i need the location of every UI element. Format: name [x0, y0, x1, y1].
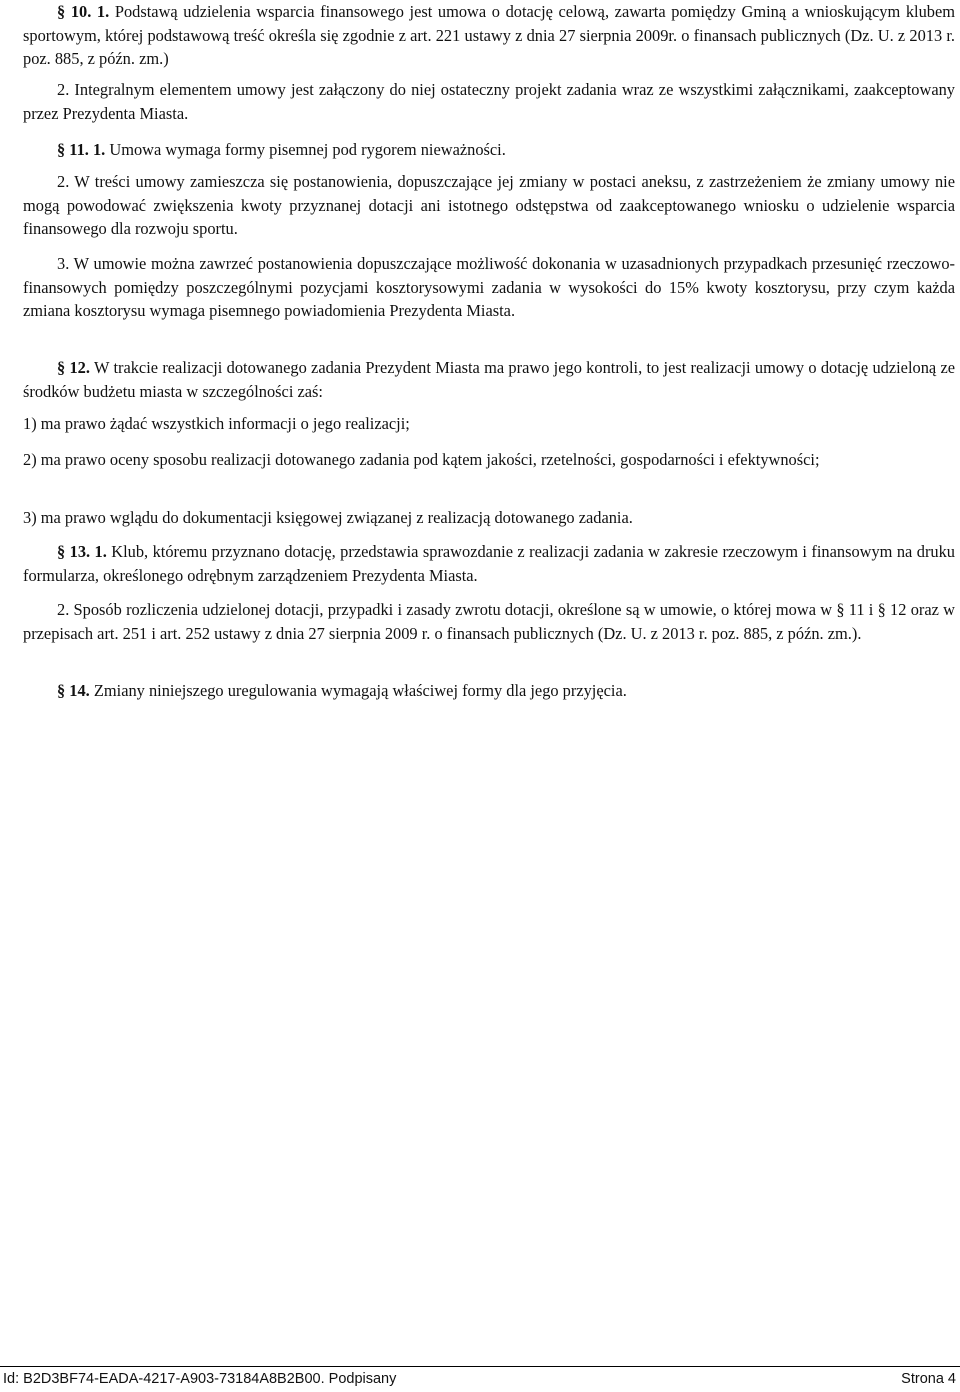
paragraph-14 — [23, 679, 955, 703]
paragraph-10-2 — [23, 78, 955, 125]
paragraph-11-2 — [23, 170, 955, 241]
paragraph-text: Podstawą udzielenia wsparcia finansowego jest umowa o dotację celową, zawarta pomiędzy Gminą a wnioskującym klubem sportowym, której podstawową treść określa się zgodnie z art. 221 ustawy z dnia 27 sierpnia 2009r. o finansach publicznych (Dz. U. z 2013 r. poz. 885, z późn. zm.) — [23, 2, 956, 68]
document-id: Id: B2D3BF74-EADA-4217-A903-73184A8B2B00. Podpisany — [3, 1371, 397, 1387]
list-item-12-2: 2) ma prawo oceny sposobu realizacji dotowanego zadania pod kątem jakości, rzetelności, gospodarności i efektywności; — [23, 450, 820, 469]
page-number: Strona 4 — [901, 1371, 956, 1387]
section-number: § 14. — [57, 681, 90, 700]
paragraph-text: W umowie można zawrzeć postanowienia dopuszczające możliwość dokonania w uzasadnionych przypadkach przesunięć rzeczowo-finansowych pomiędzy poszczególnymi pozycjami kosztorysowymi zadania w wysokości do 15% kwoty kosztorysu, przy czym każda zmiana kosztorysu wymaga pisemnego powiadomienia Prezydenta Miasta. — [23, 254, 955, 320]
page-footer — [0, 1366, 960, 1392]
list-item-12-3: 3) ma prawo wglądu do dokumentacji księgowej związanej z realizacją dotowanego zadania. — [23, 508, 633, 527]
paragraph-12 — [23, 356, 955, 403]
point-number: 2. — [57, 600, 70, 619]
paragraph-13-1 — [23, 540, 955, 587]
list-item-12-1: 1) ma prawo żądać wszystkich informacji o jego realizacji; — [23, 414, 410, 433]
paragraph-text: W treści umowy zamieszcza się postanowienia, dopuszczające jej zmiany w postaci aneksu, z zastrzeżeniem że zmiany umowy nie mogą powodować zwiększenia kwoty przyznanej dotacji ani istotnego odstępstwa od zaakceptowanego wniosku o udzielenie wsparcia finansowego dla rozwoju sportu. — [23, 172, 955, 238]
point-number: 3. — [57, 254, 70, 273]
section-number: § 10. 1. — [57, 2, 110, 21]
point-number: 2. — [57, 80, 70, 99]
paragraph-text: Integralnym elementem umowy jest załączony do niej ostateczny projekt zadania wraz ze wszystkimi załącznikami, zaakceptowany przez Prezydenta Miasta. — [23, 80, 955, 123]
paragraph-text: Sposób rozliczenia udzielonej dotacji, przypadki i zasady zwrotu dotacji, określone są w umowie, o której mowa w § 11 i § 12 oraz w przepisach art. 251 i art. 252 ustawy z dnia 27 sierpnia 2009 r. o finansach publicznych (Dz. U. z 2013 r. poz. 885, z późn. zm.). — [23, 600, 955, 643]
paragraph-11-1 — [23, 138, 955, 162]
paragraph-text: W trakcie realizacji dotowanego zadania Prezydent Miasta ma prawo jego kontroli, to jest realizacji umowy o dotację udzieloną ze środków budżetu miasta w szczególności zaś: — [23, 358, 956, 401]
point-number: 2. — [57, 172, 70, 191]
section-number: § 11. 1. — [57, 140, 106, 159]
paragraph-text: Klub, któremu przyznano dotację, przedstawia sprawozdanie z realizacji zadania w zakresie rzeczowym i finansowym na druku formularza, określonego odrębnym zarządzeniem Prezydenta Miasta. — [23, 542, 955, 585]
paragraph-10-1 — [23, 0, 955, 71]
paragraph-11-3 — [23, 252, 955, 323]
section-number: § 13. 1. — [57, 542, 107, 561]
paragraph-text: Zmiany niniejszego uregulowania wymagają właściwej formy dla jego przyjęcia. — [89, 681, 627, 700]
section-number: § 12. — [57, 358, 90, 377]
paragraph-text: Umowa wymaga formy pisemnej pod rygorem nieważności. — [105, 140, 506, 159]
paragraph-13-2 — [23, 598, 955, 645]
